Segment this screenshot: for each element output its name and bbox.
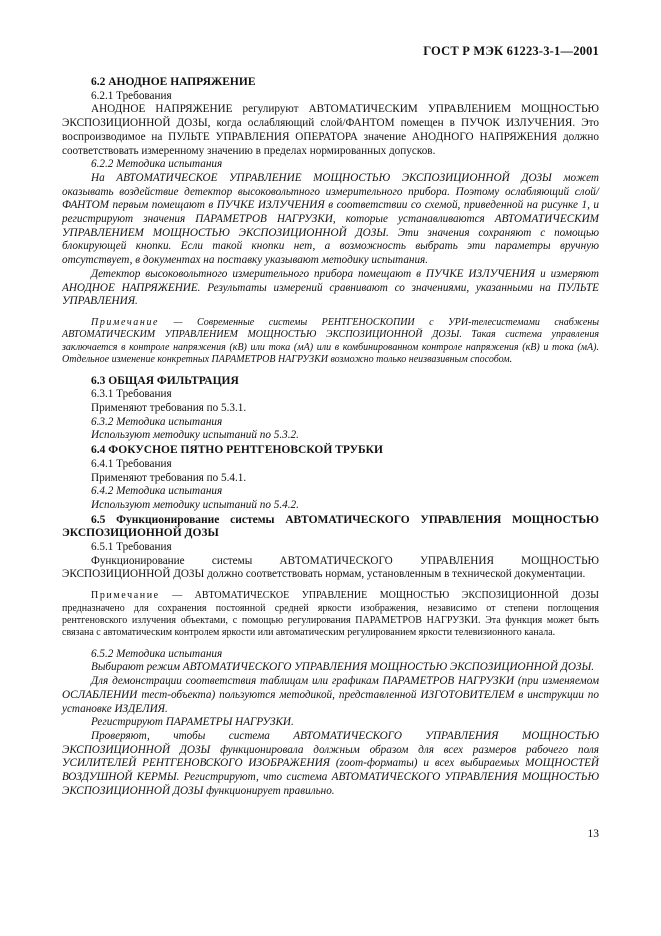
- section-6-2-note: [62, 317, 599, 367]
- page-number: 13: [587, 828, 599, 840]
- section-6-5-1-title: 6.5.1 Требования: [91, 541, 172, 554]
- section-6-4-1-text: Применяют требования по 5.4.1.: [91, 471, 247, 484]
- note-lead: Примечание: [91, 590, 160, 602]
- note-text: — АВТОМАТИЧЕСКОЕ УПРАВЛЕНИЕ МОЩНОСТЬЮ ЭКСПОЗИЦИОННОЙ ДОЗЫ предназначено для сохранения постоянной средней яркости изображения, независимо от степени поглощения рентгеновского излучения объектами, с помощью регулирования ПАРАМЕТРОВ НАГРУЗКИ. Эта функция может быть связана с автоматическим контролем яркости или автоматическим регулированием яркости телевизионного канала.: [62, 590, 599, 639]
- section-6-4-heading: 6.4 ФОКУСНОЕ ПЯТНО РЕНТГЕНОВСКОЙ ТРУБКИ: [91, 444, 383, 457]
- section-6-3-1-text: Применяют требования по 5.3.1.: [91, 401, 247, 414]
- note-lead: Примечание: [91, 316, 160, 328]
- section-6-5-2-text-3: Регистрируют ПАРАМЕТРЫ НАГРУЗКИ.: [91, 716, 294, 729]
- section-6-2-2-text-2: Детектор высоковольтного измерительного прибора помещают в ПУЧКЕ ИЗЛУЧЕНИЯ и измеряют АНОДНОЕ НАПРЯЖЕНИЕ. Результаты измерений сравнивают со значениями, указанными на ПУЛЬТЕ УПРАВЛЕНИЯ.: [62, 267, 599, 308]
- section-6-5-heading: 6.5 Функционирование системы АВТОМАТИЧЕСКОГО УПРАВЛЕНИЯ МОЩНОСТЬЮ ЭКСПОЗИЦИОННОЙ ДОЗЫ: [62, 513, 599, 540]
- section-6-2-heading: 6.2 АНОДНОЕ НАПРЯЖЕНИЕ: [91, 76, 256, 88]
- section-6-5-2-text-1: Выбирают режим АВТОМАТИЧЕСКОГО УПРАВЛЕНИЯ МОЩНОСТЬЮ ЭКСПОЗИЦИОННОЙ ДОЗЫ.: [91, 661, 595, 674]
- section-6-2-1-title: 6.2.1 Требования: [91, 89, 172, 102]
- section-6-5-2-text-4: Проверяют, чтобы система АВТОМАТИЧЕСКОГО УПРАВЛЕНИЯ МОЩНОСТЬЮ ЭКСПОЗИЦИОННОЙ ДОЗЫ функционировала должным образом для всех размеров рабочего поля УСИЛИТЕЛЕЙ РЕНТГЕНОВСКОГО ИЗОБРАЖЕНИЯ (zoom-форматы) и всех выбираемых МОЩНОСТЕЙ ВОЗДУШНОЙ КЕРМЫ. Регистрируют, что система АВТОМАТИЧЕСКОГО УПРАВЛЕНИЯ МОЩНОСТЬЮ ЭКСПОЗИЦИОННОЙ ДОЗЫ функционирует правильно.: [62, 729, 599, 797]
- section-6-5-2-title: 6.5.2 Методика испытания: [91, 647, 223, 660]
- note-text: — Современные системы РЕНТГЕНОСКОПИИ с УРИ-телесистемами снабжены АВТОМАТИЧЕСКИМ УПРАВЛЕНИЕМ МОЩНОСТЬЮ ЭКСПОЗИЦИОННОЙ ДОЗЫ. Такая система управления заключается в контроле напряжения (кВ) или тока (мА) или в комбинированном контроле напряжения (кВ) и тока (мА). Отдельное изменение конкретных ПАРАМЕТРОВ НАГРУЗКИ возможно только неизвазивным способом.: [62, 316, 599, 366]
- section-6-3-2-title: 6.3.2 Методика испытания: [91, 415, 223, 428]
- section-6-2-1-text: АНОДНОЕ НАПРЯЖЕНИЕ регулируют АВТОМАТИЧЕСКИМ УПРАВЛЕНИЕМ МОЩНОСТЬЮ ЭКСПОЗИЦИОННОЙ ДОЗЫ, когда ослабляющий слой/ФАНТОМ помещен в ПУЧОК ИЗЛУЧЕНИЯ. Это воспроизводимое на ПУЛЬТЕ УПРАВЛЕНИЯ ОПЕРАТОРА значение АНОДНОГО НАПРЯЖЕНИЯ должно соответствовать измеренному значению в пределах нормированных допусков.: [62, 103, 599, 157]
- section-6-5-1-text: Функционирование системы АВТОМАТИЧЕСКОГО УПРАВЛЕНИЯ МОЩНОСТЬЮ ЭКСПОЗИЦИОННОЙ ДОЗЫ должно соответствовать нормам, установленным в технической документации.: [62, 554, 599, 581]
- section-6-2-2-title: 6.2.2 Методика испытания: [91, 158, 223, 171]
- section-6-5-note: [62, 590, 599, 640]
- section-6-4-1-title: 6.4.1 Требования: [91, 457, 172, 470]
- section-6-3-1-title: 6.3.1 Требования: [91, 388, 172, 401]
- section-6-4-2-text: Используют методику испытаний по 5.4.2.: [91, 498, 299, 511]
- section-6-2-2-text: На АВТОМАТИЧЕСКОЕ УПРАВЛЕНИЕ МОЩНОСТЬЮ ЭКСПОЗИЦИОННОЙ ДОЗЫ может оказывать воздействие детектор высоковольтного измерительного прибора. Поэтому ослабляющий слой/ФАНТОМ первым помещают в ПУЧКЕ ИЗЛУЧЕНИЯ в соответствии со схемой, приведенной на рисунке 1, и регистрируют значения ПАРАМЕТРОВ НАГРУЗКИ, которые устанавливаются АВТОМАТИЧЕСКИМ УПРАВЛЕНИЕМ МОЩНОСТЬЮ ЭКСПОЗИЦИОННОЙ ДОЗЫ. Эти значения сохраняют с помощью блокирующей кнопки. Если такой кнопки нет, а возможность выбрать эти параметры вручную отсутствует, в документах на поставку указывают методику испытания.: [62, 171, 599, 267]
- section-6-5-2-text-2: Для демонстрации соответствия таблицам или графикам ПАРАМЕТРОВ НАГРУЗКИ (при изменяемом ОСЛАБЛЕНИИ тест-объекта) пользуются методикой, представленной ИЗГОТОВИТЕЛЕМ в инструкции по установке ИЗДЕЛИЯ.: [62, 675, 599, 715]
- standard-designation: ГОСТ Р МЭК 61223-3-1—2001: [423, 44, 599, 58]
- section-6-3-heading: 6.3 ОБЩАЯ ФИЛЬТРАЦИЯ: [91, 374, 239, 387]
- section-6-4-2-title: 6.4.2 Методика испытания: [91, 485, 223, 498]
- document-body: [62, 75, 599, 798]
- section-6-3-2-text: Используют методику испытаний по 5.3.2.: [91, 429, 299, 442]
